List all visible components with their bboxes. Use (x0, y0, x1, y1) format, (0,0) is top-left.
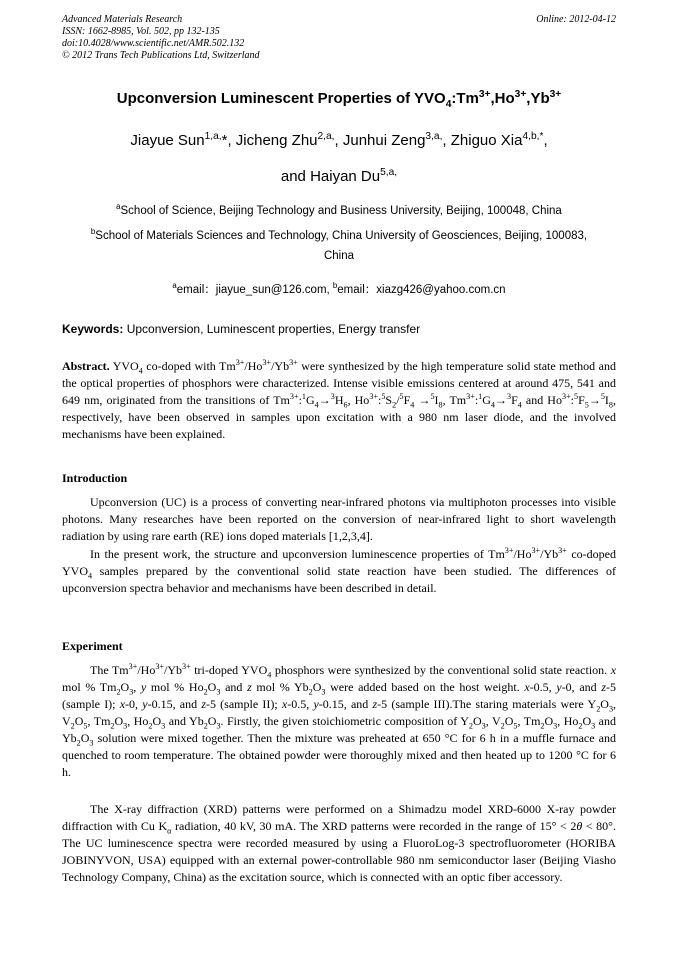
paper-title: Upconversion Luminescent Properties of $YVO_4:Tm^{3+},Ho^{3+},Yb^{3+}$ (116, 89, 562, 110)
journal-copyright: © 2012 Trans Tech Publications Ltd, Switzerland (62, 50, 260, 61)
keywords: Keywords: Upconversion, Luminescent properties, Energy transfer (62, 322, 421, 336)
journal-issn: ISSN: 1662-8985, Vol. 502, pp 132-135 (62, 26, 220, 37)
introduction-heading: Introduction (62, 471, 128, 485)
keywords-label: Keywords: (62, 322, 124, 336)
journal-name: Advanced Materials Research (62, 14, 183, 25)
journal-header (62, 14, 260, 62)
experiment-paragraph-2: The X-ray diffraction (XRD) patterns were performed on a Shimadzu model XRD-6000 X-ray powder diffraction with Cu $K_\alpha$ radiation, 40 kV, 30 mA. The XRD patterns were recorded in the range of 15° < 2θ < 80°. The UC luminescence spectra were recorded measured by using a FluoroLog-3 spectrofluorometer (HORIBA JOBINYVON, USA) equipped with an external power-controllable 980 nm semiconductor laser (Beijing Viasho Technology Company, China) as the excitation source, which is connected with an optic fiber accessory. (62, 802, 616, 884)
experiment-heading: Experiment (62, 639, 123, 653)
authors-line-2: and Haiyan $Du^{5,a,}$ (280, 167, 398, 185)
online-date: Online: 2012-04-12 (536, 14, 616, 25)
experiment-paragraph-1: The $Tm^{3+}/Ho^{3+}/Yb^{3+}$ tri-doped $YVO_4$ phosphors were synthesized by the conventional solid state reaction. x mol % $Tm_2O_3$, y mol % $Ho_2O_3$ and z mol % $Yb_2O_3$ were added based on the host weight. x-0.5, y-0, and z-5 (sample I); x-0, y-0.15, and z-5 (sample II); x-0.5, y-0.15, and z-5 (sample III).The staring materials were $Y_2O_3$, $V_2O_5$, $Tm_2O_3$, $Ho_2O_3$ and $Yb_2O_3$. Firstly, the given stoichiometric composition of $Y_2O_3$, $V_2O_5$, $Tm_2O_3$, $Ho_2O_3$ and $Yb_2O_3$ solution were mixed together. Then the mixture was preheated at 650 °C for 6 h in a muffle furnace and quenched to room temperature. The obtained powder were thoroughly mixed and then heated up to 1200 °C for 6 h. (62, 662, 617, 779)
email-b[interactable]: email：xiazg426@yahoo.com.cn (337, 284, 506, 296)
author-emails: $^a$email：jiayue_sun@126.com, $^b$email：xiazg426@yahoo.com.cn (172, 281, 506, 296)
introduction-paragraph-2: In the present work, the structure and upconversion luminescence properties of $Tm^{3+}/Ho^{3+}/Yb^{3+}$ co-doped $YVO_4$ samples prepared by the conventional solid state reaction have been studied. The differences of upconversion spectra behavior and mechanisms have been described in detail. (62, 546, 616, 595)
email-a[interactable]: email：jiayue_sun@126.com, (176, 284, 333, 296)
journal-doi: doi:10.4028/www.scientific.net/AMR.502.132 (62, 38, 245, 49)
affiliation-a: $^a$School of Science, Beijing Technology and Business University, Beijing, 100048, China (116, 202, 562, 217)
affiliation-b: $^b$School of Materials Sciences and Technology, China University of Geosciences, Beijing, 100083, China (90, 227, 588, 262)
authors-line-1: Jiayue Sun$^{1,a,}$*, Jicheng Zhu$^{2,a,}$, Junhui Zeng$^{3,a,}$, Zhiguo Xia$^{4,b,*}$, (130, 131, 548, 149)
introduction-paragraph-1: Upconversion (UC) is a process of converting near-infrared photons via multiphoton processes into visible photons. Many researches have been reported on the conversion of near-infrared light to short wavelength radiation by using rare earth (RE) ions doped materials [1,2,3,4]. (62, 495, 616, 543)
abstract: Abstract. $YVO_4$ co-doped with $Tm^{3+}/Ho^{3+}/Yb^{3+}$ were synthesized by the high temperature solid state method and the optical properties of phosphors were characterized. Intense visible emissions centered at around 475, 541 and 649 nm, originated from the transitions of $Tm^{3+}:^1G_4\to^3H_6$, $Ho^{3+}:^5S_2/^5F_4 \to^5I_8$, $Tm^{3+}:^1G_4\to^3F_4$ and $Ho^{3+}:^5F_5\to^5I_8$, respectively, have been observed in samples upon excitation with a 980 nm laser diode, and the involved mechanisms have been explained. (62, 358, 616, 441)
